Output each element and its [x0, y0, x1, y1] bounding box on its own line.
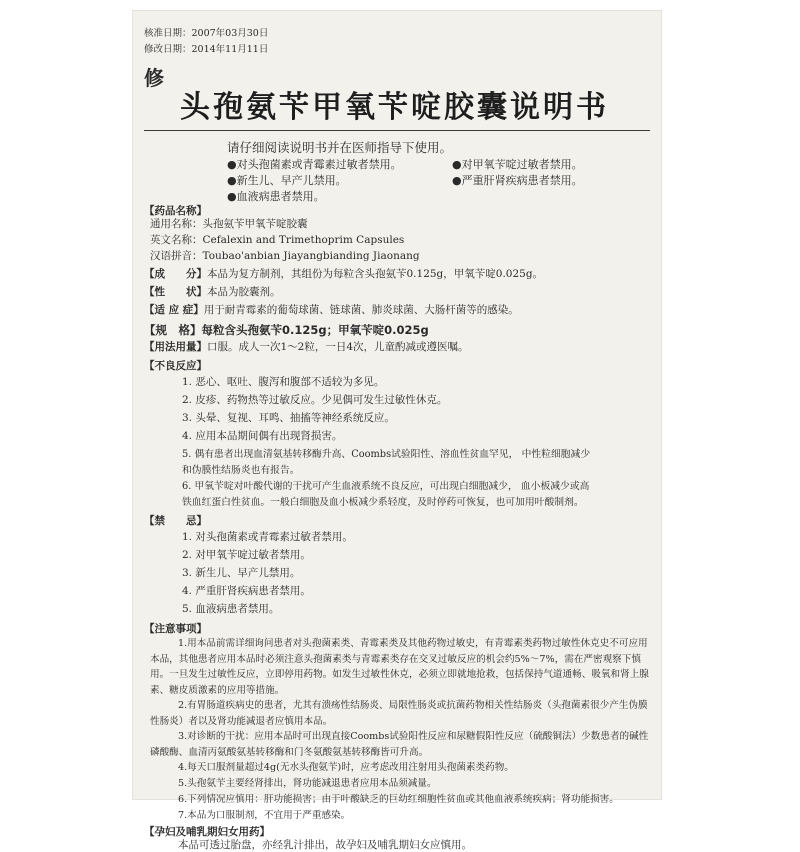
- precaution-paragraph: 7.本品为口服制剂，不宜用于严重感染。: [178, 810, 351, 821]
- contra-item: 5. 血液病患者禁用。: [182, 603, 280, 615]
- usage-notice: 请仔细阅读说明书并在医师指导下使用。: [227, 140, 453, 155]
- adverse-item: 1. 恶心、呕吐、腹泻和腹部不适较为多见。: [182, 376, 385, 388]
- title-divider: [144, 130, 650, 131]
- approval-date: 核准日期：2007年03月30日: [144, 28, 269, 39]
- precaution-paragraph: 5.头孢氨苄主要经肾排出，肾功能减退患者应用本品须减量。: [178, 778, 437, 789]
- section-contraindications: 【禁 忌】: [144, 515, 207, 527]
- precaution-paragraph: 2.有胃肠道疾病史的患者，尤其有溃疡性结肠炎、局限性肠炎或抗菌药物相关性结肠炎（头孢菌素很少产生伪膜性肠炎）者以及肾功能减退者应慎用本品。: [150, 700, 648, 727]
- dosage-label: 【用法用量】: [144, 341, 207, 353]
- section-pregnancy: 【孕妇及哺乳期妇女用药】: [144, 826, 270, 838]
- adverse-item: 和伪膜性结肠炎也有报告。: [182, 465, 300, 476]
- section-adverse: 【不良反应】: [144, 360, 207, 372]
- specification-text: 每粒含头孢氨苄0.125g；甲氧苄啶0.025g: [201, 323, 429, 337]
- adverse-item: 2. 皮疹、药物热等过敏反应。少见偶可发生过敏性休克。: [182, 394, 448, 406]
- generic-name: 通用名称：头孢氨苄甲氧苄啶胶囊: [150, 218, 308, 230]
- leaflet-sheet: [132, 10, 662, 851]
- pregnancy-text: 本品可透过胎盘，亦经乳汁排出，故孕妇及哺乳期妇女应慎用。: [178, 839, 472, 851]
- properties-text: 本品为胶囊剂。: [207, 286, 281, 298]
- adverse-item: 4. 应用本品期间偶有出现肾损害。: [182, 430, 343, 442]
- section-precautions: 【注意事项】: [144, 623, 207, 635]
- contra-item: 3. 新生儿、早产儿禁用。: [182, 567, 301, 579]
- pinyin-name: 汉语拼音：Toubao'anbian Jiayangbianding Jiaonang: [150, 250, 420, 262]
- handwritten-mark: 修: [144, 66, 164, 90]
- bullet-warning: ●对头孢菌素或青霉素过敏者禁用。: [227, 158, 402, 171]
- composition-label: 【成 分】: [144, 268, 207, 280]
- bullet-warning: ●对甲氧苄啶过敏者禁用。: [452, 158, 583, 171]
- composition-text: 本品为复方制剂，其组份为每粒含头孢氨苄0.125g，甲氧苄啶0.025g。: [207, 268, 544, 280]
- adverse-item: 3. 头晕、复视、耳鸣、抽搐等神经系统反应。: [182, 412, 395, 424]
- properties-label: 【性 状】: [144, 286, 207, 298]
- revision-date: 修改日期：2014年11月11日: [144, 44, 269, 55]
- adverse-item: 铁血红蛋白性贫血。一般白细胞及血小板减少系轻度，及时停药可恢复，也可加用叶酸制剂。: [182, 497, 584, 508]
- dosage-text: 口服。成人一次1～2粒，一日4次，儿童酌减或遵医嘱。: [207, 341, 469, 353]
- bullet-warning: ●血液病患者禁用。: [227, 190, 325, 203]
- contra-item: 2. 对甲氧苄啶过敏者禁用。: [182, 549, 311, 561]
- section-drug-name: 【药品名称】: [144, 205, 207, 217]
- precaution-paragraph: 4.每天口服剂量超过4g(无水头孢氨苄)时，应考虑改用注射用头孢菌素类药物。: [178, 762, 514, 773]
- adverse-item: 6. 甲氧苄啶对叶酸代谢的干扰可产生血液系统不良反应，可出现白细胞减少， 血小板减少或高: [182, 481, 590, 492]
- contra-item: 1. 对头孢菌素或青霉素过敏者禁用。: [182, 531, 353, 543]
- precaution-paragraph: 6.下列情况应慎用：肝功能损害；由于叶酸缺乏的巨幼红细胞性贫血或其他血液系统疾病；肾功能损害。: [178, 794, 619, 805]
- contra-item: 4. 严重肝肾疾病患者禁用。: [182, 585, 311, 597]
- english-name: 英文名称：Cefalexin and Trimethoprim Capsules: [150, 234, 405, 246]
- bullet-warning: ●新生儿、早产儿禁用。: [227, 174, 347, 187]
- specification-label: 【规 格】: [144, 323, 202, 337]
- indications-label: 【适 应 症】: [144, 304, 204, 316]
- bullet-warning: ●严重肝肾疾病患者禁用。: [452, 174, 583, 187]
- indications-text: 用于耐青霉素的葡萄球菌、链球菌、肺炎球菌、大肠杆菌等的感染。: [203, 304, 519, 316]
- precaution-paragraph: 1.用本品前需详细询问患者对头孢菌素类、青霉素类及其他药物过敏史，有青霉素类药物过敏性休克史不可应用本品，其他患者应用本品时必须注意头孢菌素类与青霉素类存在交叉过敏反应的机会约5%～7%，需在严密观察下慎用。一旦发生过敏性反应，立即停用药物。如发生过敏性休克，必须立即就地抢救，包括保持气道通畅、吸氧和肾上腺素、糖皮质激素的应用等措施。: [150, 638, 649, 696]
- page-title: 头孢氨苄甲氧苄啶胶囊说明书: [180, 90, 609, 125]
- adverse-item: 5. 偶有患者出现血清氨基转移酶升高、Coombs试验阳性、溶血性贫血罕见， 中性粒细胞减少: [182, 449, 591, 460]
- precaution-paragraph: 3.对诊断的干扰：应用本品时可出现直接Coombs试验阳性反应和尿糖假阳性反应（硫酸铜法）少数患者的碱性磷酸酶、血清丙氨酸氨基转移酶和门冬氨酸氨基转移酶皆可升高。: [150, 731, 649, 758]
